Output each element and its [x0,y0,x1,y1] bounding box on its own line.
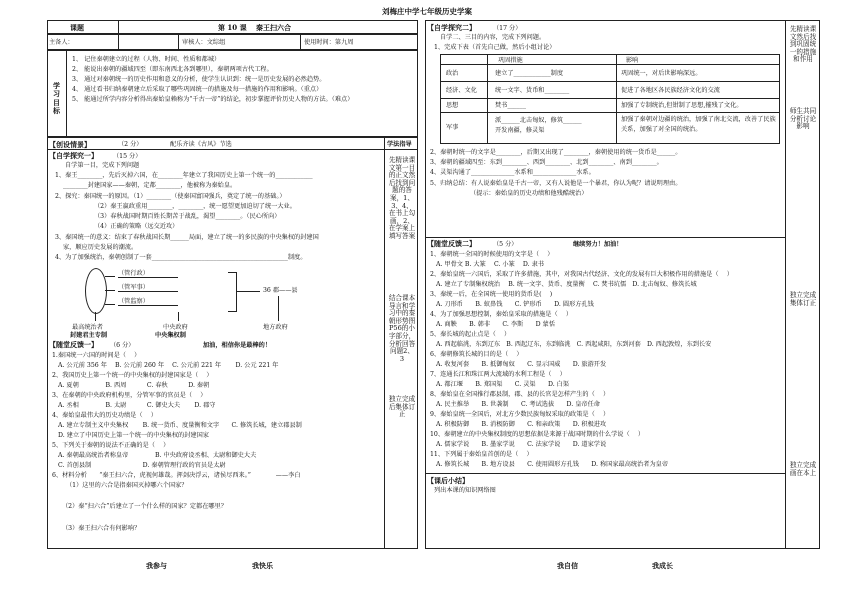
quiz-line: 11、下列属于秦始皇首创的是（ ） [430,451,533,458]
row-measure: 焚书______ [495,102,526,109]
explore1-intro: 自学第一目，完成下列问题 [65,162,140,169]
lesson-title: 第 10 课 秦王扫六合 [218,23,292,32]
quiz-line: 3、在秦朝的中央政府机构里，分管军事的官员是（ ） [52,392,207,399]
goal-item: 4、 通过看书归纳秦朝建立后采取了哪些巩固统一的措施及每一措施的作用和影响。（重点） [72,86,323,93]
quiz-line: A. 夏朝 B. 西周 C. 春秋 D. 秦朝 [58,382,210,389]
side-method-title: 学法指导 [387,141,412,148]
footer-grow: 我成长 [652,561,673,570]
quiz-line: 4、为了加强思想控制，秦始皇采取的措施是（ ） [430,311,573,318]
row-measure: 派______北击匈奴，修筑______ 开发南疆，修灵渠 [495,117,582,134]
quiz-line: 4、秦始皇最伟大的历史功绩是（ ） [52,412,157,419]
left-header-row2 [47,34,418,50]
quiz-line: 10、秦朝建立的中央集权制度的思想依据是来源于战国时期的什么学说（ ） [430,431,645,438]
quiz-line: A. 丞相 B. 太尉 C. 御史大夫 D. 郡守 [58,402,216,409]
box-military: （管军事） [118,284,149,291]
feedback1-time: （6 分） [110,342,135,349]
quiz-line: A. 甲骨文 B. 大篆 C. 小篆 D. 隶书 [436,261,544,268]
quiz-line: 2、秦始皇统一六国后，采取了许多措施，其中，对我国古代经济、文化的发展有巨大积极作用的措施是（ ） [430,271,733,278]
emperor-label: 最高统治者 [72,324,103,331]
row-measure: 建立了____________制度 [495,70,564,77]
goals-label: 学习目标 [53,81,60,116]
quiz-line: A. 修筑长城 B. 地方设县 C. 使用圆形方孔钱 D. 称国家最高统治者为皇帝 [436,461,669,468]
quiz-line: 2、我国历史上第一个统一的中央集权的封建国家是（ ） [52,372,213,379]
quiz-line: 9、秦始皇统一全国后，对北方少数民族匈奴采取的政策是（ ） [430,411,610,418]
th: 巩固措施 [498,57,523,64]
local-gov-label: 地方政府 [263,324,288,331]
goal-item: 1、 记住秦朝建立的过程（人物、时间、性质和都城） [72,56,221,63]
central-gov-label: 中央政府 [163,324,188,331]
autocracy-label: 封建君主专制 [70,332,108,339]
quiz-line: 8、秦始皇在全国推行郡县制，郡、县的长官是怎样产生的（ ） [430,391,610,398]
goal-item: 3、 通过对秦朝统一的历史作用和意义的分析，使学生认识到：统一是历史发展的必然趋势。 [72,76,326,83]
quiz-line: A. 秦朝最高统治者称皇帝 B. 中央政府设丞相、太尉和御史大夫 [58,452,257,459]
quiz-line: 1.秦国统一六国的时间是（ ） [52,352,141,359]
commandery-county: 36 郡——县 [263,287,298,294]
footer-participate: 我参与 [146,561,167,570]
summary-text: 列出本课的知识网络图 [434,487,496,494]
explore1-line: （4）正确的策略（远交近攻） [94,223,179,230]
quiz-line: A. 商鞅 B. 韩非 C. 李斯 D 蒙恬 [436,321,555,328]
situation-time: （2 分） [118,141,143,148]
explore1-time: （15 分） [113,153,142,160]
quiz-line: A. 建立了专制集权统治 B. 统一文字、货币、度量衡 C. 焚书坑儒 D. 北击匈奴、修筑长城 [436,281,697,288]
feedback2-slogan: 继续努力！加油！ [573,241,623,248]
explore2-q1: 1、完成下表（首先自己做，然后小组讨论） [434,44,556,51]
explore2-line: （提示：秦始皇的历史功绩和他残酷统治） [470,190,588,197]
side-note-feedback2: 独立完成集体订正 [789,291,817,307]
side-note-feedback1b: 独立完成后集体订正 [388,395,416,419]
explore2-time: （17 分） [493,25,522,32]
quiz-line: 5、秦长城的起止点是（ ） [430,331,511,338]
side-note-feedback1: 结合课本导言和学习中的秦朝形势图P56的小字部分，分析回答问题2、3 [388,294,416,363]
explore1-line: （2）秦王嬴政重用________，________，统一愿望更加迫切了统一大业。 [94,203,296,210]
explore2-line: 5、归纳总结：有人说秦始皇是千古一帝，又有人说他是一个暴君，你认为呢？请说明理由。 [430,180,682,187]
explore2-line: 4、灵渠沟通了______________水系和______________水系。 [430,169,595,176]
explore2-line: 2、秦朝时统一的文字是________，后期又出现了________，秦朝使用的统一货币是______。 [430,149,682,156]
quiz-line: A. 收复河套 B. 抵御匈奴 C. 显示国威 D. 旅游开发 [436,361,607,368]
explore1-line: 1、秦王________，先后灭掉六国，在________年建立了我国历史上第一个统一的____________ [55,172,313,179]
footer-confident: 我自信 [557,561,578,570]
quiz-line: A. 西起临洮，东到辽东 B. 西起辽东，东到临洮 C. 西起咸阳，东到河套 D. 西起敦煌，东到长安 [436,341,712,348]
brace [228,272,237,312]
quiz-line: （1）这里的六合是指秦国灭掉哪六个国家？ [66,482,188,489]
row-label: 军事 [446,124,459,131]
title-label: 课题 [70,23,84,32]
quiz-line: A. 都江堰 B. 郑国渠 C. 灵渠 D. 白渠 [436,381,570,388]
feedback1-slogan: 加油，相信你是最棒的！ [203,342,272,349]
row-effect: 促进了各地区各民族经济文化的交流 [621,87,720,94]
quiz-line: 3、秦统一后，在全国统一使用的货币是( ) [430,291,553,298]
explore1-line: 2、探究：秦国统一的原因。（1）________（使秦国富国强兵，奠定了统一的基础。） [55,193,286,200]
explore2-line: 3、秦朝的疆域四至：东到________、西到________、北到________、南到________。 [430,159,663,166]
summary-title: 【课后小结】 [427,476,469,485]
goals-box [47,50,418,137]
th: 影响 [626,57,639,64]
explore2-intro: 自学二、三目的内容，完成下列问题。 [440,34,546,41]
row-effect: 加强了秦朝对边疆的统治，加强了南北交流，改善了民族关系，加强了对全国的统治。 [621,116,776,133]
reviewer: 审核人：文综组 [182,39,226,46]
goal-item: 5、 能通过所学内容分析得出秦始皇赖称为“千古一帝”的结论，初步掌握评价历史人物的方法。（难点） [72,96,354,103]
quiz-line: 5、下列关于秦朝的说法不正确的是（ ） [52,442,170,449]
explore1-line: 4、为了加强统治，秦朝创制了一套____________________________________________制度。 [55,254,307,261]
quiz-line: D. 建立了中国历史上第一个统一的中央集权的封建国家 [58,432,209,439]
feedback2-time: （5 分） [493,241,518,248]
use-time: 使用时间：第九周 [304,39,354,46]
situation-note: 配乐齐读《古风》节选 [170,141,232,148]
quiz-line: （2）秦“扫六合”后建立了一个什么样的国家？定都在哪里？ [62,503,227,510]
quiz-line: 6、秦朝修筑长城的目的是（ ） [430,351,523,358]
box-admin: （管行政） [118,270,149,277]
quiz-line: A. 民主推举 B. 世袭制 C. 考试选拔 D. 皇帝任命 [436,401,600,408]
explore1-line: 家，顺应历史发展的潮流。 [63,244,138,251]
feedback1-title: 【随堂反馈一】 [49,340,98,349]
row-label: 思想 [446,102,459,109]
goal-item: 2、 能说出秦朝的疆域四至（即东南西北各到哪里），秦朝两项古代工程。 [72,66,273,73]
explore1-line: （3）春秋战国时期百姓长期苦于战乱，渴望________。（民心所向） [94,213,281,220]
footer-happy: 我快乐 [252,561,273,570]
row-measure: 统一文字、货币和________ [495,87,570,94]
side-note-explore1: 先精读课文第一目的正文然后找到问题的答案，1、3、4、在书上勾画，2、在学案上填写答案 [388,156,416,240]
side-note-summary: 独立完成画在本上 [789,461,817,477]
feedback2-title: 【随堂反馈二】 [427,239,476,248]
quiz-line: A. 积极防御 B. 消极防御 C. 和亲政策 D. 积极进攻 [436,421,607,428]
centralization-label: 中央集权制 [155,332,186,339]
quiz-line: C. 首创县制 D. 秦朝管理行政的官员是太尉 [58,462,226,469]
central-oval [85,268,107,314]
row-label: 政治 [446,70,459,77]
explore2-title: 【自学探究二】 [427,23,476,32]
quiz-line: 1、秦朝统一全国的时候使用的文字是（ ） [430,251,554,258]
row-effect: 巩固统一，对后世影响深远。 [621,70,702,77]
quiz-line: A. 儒家学说 B. 墨家学说 C. 法家学说 D. 道家学说 [436,441,607,448]
row-label: 经济、文化 [446,87,477,94]
quiz-line: A. 刀形币 B. 蚁鼻钱 C. 铲形币 D. 圆形方孔钱 [436,301,594,308]
explore1-line: 3、秦国统一的意义：结束了春秋战国长期______局面，建立了统一的多民族的中央集权的封建国 [55,234,319,241]
row-effect: 加强了专制统治,但钳制了思想,摧残了文化。 [621,102,743,109]
explore1-line: ________封建国家——秦朝，定都________，他被称为秦始皇。 [63,182,237,189]
box-supervise: （管监察） [118,298,149,305]
situation-title: 【创设情景】 [49,140,91,149]
preparer: 主备人： [49,39,74,46]
side-note-explore2b: 师生共同分析讨论影响 [789,107,817,131]
side-note-explore2: 先精读课文然后找到巩固统一的措施和作用 [789,25,817,64]
school-header: 刘梅庄中学七年级历史学案 [382,7,472,16]
quiz-line: （3）秦王扫六合有何影响？ [62,525,141,532]
explore1-title: 【自学探究一】 [49,151,98,160]
quiz-line: 7、连通长江和珠江两大流域的水利工程是（ ） [430,371,566,378]
quiz-line: A. 公元前 356 年 B. 公元前 260 年 C. 公元前 221 年 D. 公元 221 年 [58,362,279,369]
quiz-line: 6、材料分析 “秦王扫六合，虎视何雄哉。挥剑决浮云，诸侯尽西来。” ——李白 [52,472,301,479]
quiz-line: A. 建立专制主义中央集权 B. 统一货币、度量衡和文字 C. 修筑长城，建立郡县制 [58,422,302,429]
